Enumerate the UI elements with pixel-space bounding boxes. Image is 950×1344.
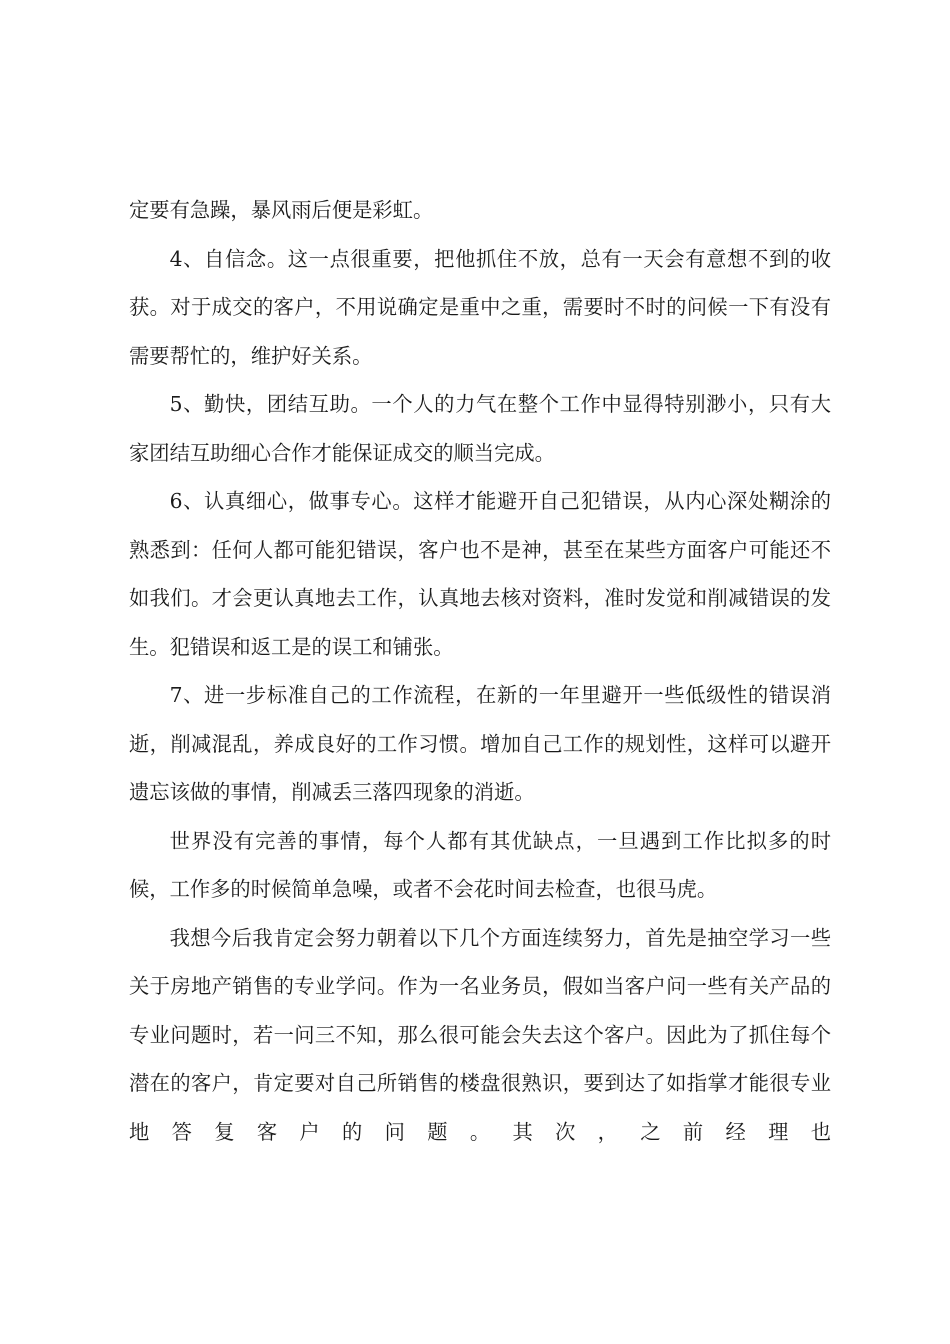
paragraph-item-4: 4、自信念。这一点很重要，把他抓住不放，总有一天会有意想不到的收获。对于成交的客户，不用说确定是重中之重，需要时不时的问候一下有没有需要帮忙的，维护好关系。	[129, 246, 831, 368]
paragraph-item-5: 5、勤快，团结互助。一个人的力气在整个工作中显得特别渺小，只有大家团结互助细心合作才能保证成交的顺当完成。	[129, 392, 831, 465]
paragraph-future-plan: 我想今后我肯定会努力朝着以下几个方面连续努力，首先是抽空学习一些关于房地产销售的专业学问。作为一名业务员，假如当客户问一些有关产品的专业问题时，若一问三不知，那么很可能会失去这个客户。因此为了抓住每个潜在的客户，肯定要对自己所销售的楼盘很熟识，要到达了如指掌才能很专业地答复客户的问题。其次，之前经理也	[129, 925, 831, 1144]
paragraph-continuation: 定要有急躁，暴风雨后便是彩虹。	[129, 198, 434, 222]
paragraph-item-6: 6、认真细心，做事专心。这样才能避开自己犯错误，从内心深处糊涂的熟悉到：任何人都可能犯错误，客户也不是神，甚至在某些方面客户可能还不如我们。才会更认真地去工作，认真地去核对资料，准时发觉和削减错误的发生。犯错误和返工是的误工和铺张。	[129, 489, 831, 659]
paragraph-shortcomings: 世界没有完善的事情，每个人都有其优缺点，一旦遇到工作比拟多的时候，工作多的时候简单急噪，或者不会花时间去检查，也很马虎。	[129, 828, 831, 901]
paragraph-item-7: 7、进一步标准自己的工作流程，在新的一年里避开一些低级性的错误消逝，削减混乱，养成良好的工作习惯。增加自己工作的规划性，这样可以避开遗忘该做的事情，削减丢三落四现象的消逝。	[129, 683, 831, 804]
document-body	[129, 186, 831, 1156]
